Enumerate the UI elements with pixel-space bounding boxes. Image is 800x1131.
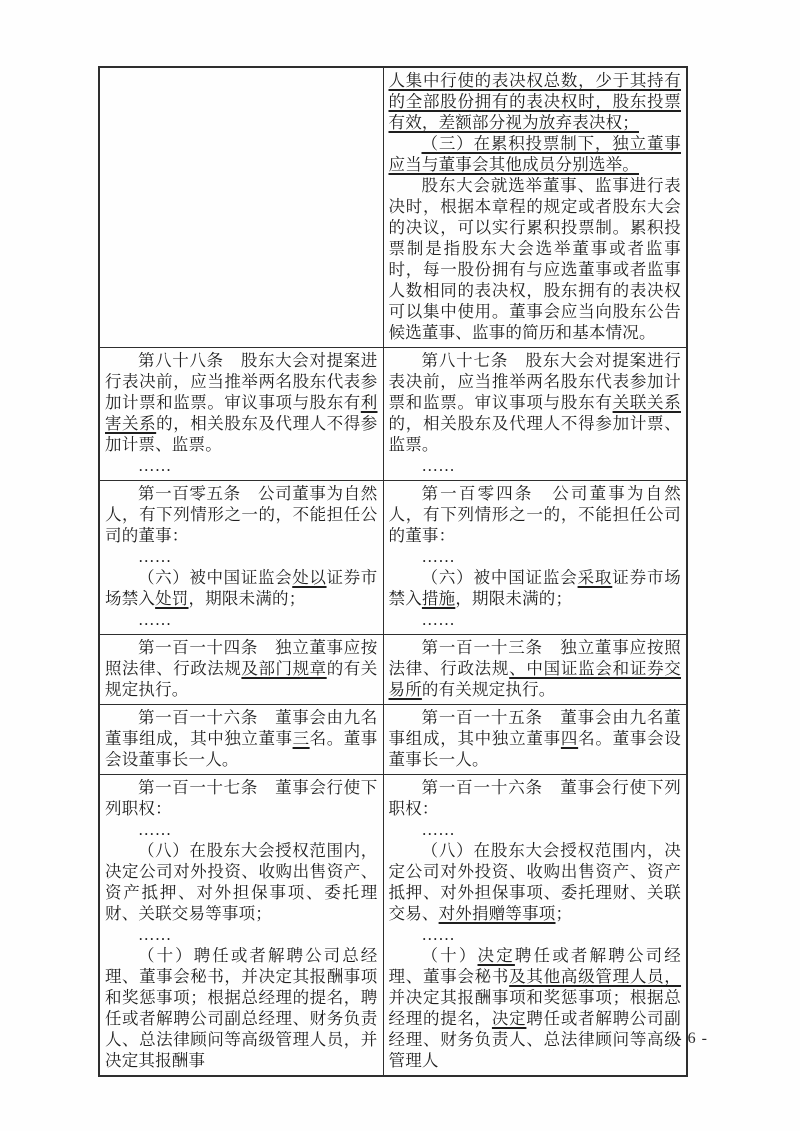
text-segment: 名。董事会设董事长一人。 — [105, 729, 378, 769]
paragraph — [105, 819, 378, 840]
underlined-text-segment: 人集中行使的表决权总数，少于其持有的全部股份拥有的表决权时，股东投票有效，差额部分视为放弃表决权； — [388, 71, 681, 132]
underlined-text-segment: 措施 — [421, 589, 456, 608]
table-row — [99, 705, 687, 775]
text-segment: …… — [138, 456, 172, 475]
underlined-text-segment: 处罚 — [155, 589, 189, 608]
table-cell-left — [99, 775, 383, 1077]
underlined-text-segment: （三）在累积投票制下，独立董事应当与董事会其他成员分别选举。 — [388, 134, 681, 174]
paragraph — [389, 70, 682, 133]
paragraph — [389, 546, 682, 567]
text-segment: …… — [421, 547, 455, 566]
paragraph — [389, 707, 682, 770]
paragraph — [389, 175, 682, 343]
paragraph — [105, 840, 378, 924]
table-cell-left — [99, 705, 383, 775]
paragraph — [105, 637, 378, 700]
paragraph — [389, 819, 682, 840]
text-segment: …… — [138, 547, 172, 566]
text-segment: ； — [555, 904, 573, 923]
underlined-text-segment: 及其他高级管理人员， — [509, 967, 682, 986]
text-segment: 第八十七条 股东大会对提案进行表决前，应当推举两名股东代表参加计票和监票。审议事项与股东有 — [388, 351, 681, 412]
text-segment: （八）在股东大会授权范围内，决定公司对外投资、收购出售资产、资产抵押、对外担保事项、委托理财、关联交易等事项； — [105, 841, 378, 923]
paragraph — [389, 567, 682, 609]
text-segment: 第八十八条 股东大会对提案进行表决前，应当推举两名股东代表参加计票和监票。审议事项与股东有 — [105, 351, 378, 412]
table-cell-right — [383, 67, 687, 348]
paragraph — [105, 483, 378, 546]
text-segment: 聘任或者解聘公司经理、董事会秘书 — [388, 946, 681, 986]
paragraph — [389, 637, 682, 700]
paragraph — [389, 777, 682, 819]
paragraph — [105, 350, 378, 455]
underlined-text-segment: 三 — [292, 729, 310, 748]
table-cell-right — [383, 775, 687, 1077]
table-cell-right — [383, 481, 687, 635]
text-segment: 股东大会就选举董事、监事进行表决时，根据本章程的规定或者股东大会的决议，可以实行累积投票制。累积投票制是指股东大会选举董事或者监事时，每一股份拥有与应选董事或者监事人数相同的表决权，股东拥有的表决权可以集中使用。董事会应当向股东公告候选董事、监事的简历和基本情况。 — [388, 176, 681, 342]
underlined-text-segment: 决定 — [491, 1009, 527, 1028]
text-segment: ，期限未满的； — [188, 589, 306, 608]
paragraph — [389, 483, 682, 546]
underlined-text-segment: 四 — [560, 729, 579, 748]
text-segment: 第一百零五条 公司董事为自然人，有下列情形之一的，不能担任公司的董事： — [105, 484, 378, 545]
paragraph — [389, 609, 682, 630]
text-segment: 第一百一十四条 独立董事应按照法律、行政法规 — [105, 638, 378, 678]
comparison-table — [98, 66, 688, 1077]
text-segment: 并决定其报酬事项和奖惩事项；根据总经理的提名， — [388, 988, 681, 1028]
paragraph — [105, 924, 378, 945]
page-number: - 6 - — [676, 1030, 708, 1047]
paragraph — [105, 567, 378, 609]
text-segment: …… — [138, 925, 172, 944]
table-row — [99, 775, 687, 1077]
underlined-text-segment: 处以 — [292, 568, 327, 587]
paragraph — [105, 455, 378, 476]
text-segment: 第一百一十六条 董事会由九名董事组成，其中独立董事 — [105, 708, 378, 748]
table-cell-right — [383, 705, 687, 775]
table-cell-right — [383, 635, 687, 705]
paragraph — [105, 945, 378, 1071]
text-segment: 的有关规定执行。 — [105, 659, 378, 699]
paragraph — [389, 455, 682, 476]
table-cell-right — [383, 348, 687, 481]
text-segment: 第一百一十七条 董事会行使下列职权： — [105, 778, 378, 818]
text-segment: （六）被中国证监会 — [138, 568, 293, 587]
text-segment: （十） — [421, 946, 478, 965]
underlined-text-segment: 利害关系 — [105, 393, 378, 433]
paragraph — [105, 707, 378, 770]
text-segment: …… — [421, 925, 455, 944]
table-cell-left — [99, 348, 383, 481]
text-segment: 证券市场禁入 — [388, 568, 681, 608]
table-cell-left — [99, 481, 383, 635]
text-segment: 名。董事会设董事长一人。 — [388, 729, 682, 769]
underlined-text-segment: 及部门规章 — [241, 659, 327, 678]
underlined-text-segment: 采取 — [577, 568, 613, 587]
paragraph — [105, 777, 378, 819]
text-segment: …… — [138, 610, 172, 629]
paragraph — [105, 546, 378, 567]
text-segment: 的有关规定执行。 — [421, 680, 556, 699]
table-row — [99, 481, 687, 635]
text-segment: 第一百零四条 公司董事为自然人，有下列情形之一的，不能担任公司的董事： — [388, 484, 681, 545]
paragraph — [105, 609, 378, 630]
paragraph — [389, 924, 682, 945]
table-row — [99, 67, 687, 348]
text-segment: …… — [421, 456, 455, 475]
text-segment: 的，相关股东及代理人不得参加计票、监票。 — [105, 414, 378, 454]
underlined-text-segment: 对外捐赠等事项 — [438, 904, 556, 923]
paragraph — [389, 133, 682, 175]
table-row — [99, 348, 687, 481]
paragraph — [389, 350, 682, 455]
underlined-text-segment: 关联关系 — [612, 393, 681, 412]
text-segment: （八）在股东大会授权范围内，决定公司对外投资、收购出售资产、资产抵押、对外担保事项、委托理财、关联交易、 — [388, 841, 681, 923]
text-segment: 第一百一十六条 董事会行使下列职权： — [388, 778, 681, 818]
text-segment: 证券市场禁入 — [105, 568, 378, 608]
text-segment: …… — [138, 820, 172, 839]
table-cell-left — [99, 635, 383, 705]
paragraph — [389, 840, 682, 924]
text-segment: ，期限未满的； — [455, 589, 573, 608]
text-segment: …… — [421, 820, 455, 839]
text-segment: 第一百一十五条 董事会由九名董事组成，其中独立董事 — [388, 708, 681, 748]
text-segment: 的，相关股东及代理人不得参加计票、监票。 — [388, 414, 681, 454]
text-segment: （十）聘任或者解聘公司总经理、董事会秘书，并决定其报酬事项和奖惩事项；根据总经理的提名，聘任或者解聘公司副总经理、财务负责人、总法律顾问等高级管理人员，并决定其报酬事 — [105, 946, 378, 1070]
text-segment: （六）被中国证监会 — [421, 568, 578, 587]
text-segment: 聘任或者解聘公司副经理、财务负责人、总法律顾问等高级管理人 — [388, 1009, 681, 1070]
underlined-text-segment: 、中国证监会和证券交易所 — [388, 659, 682, 699]
table-cell-left — [99, 67, 383, 348]
comparison-table-body — [99, 67, 687, 1076]
text-segment: …… — [421, 610, 455, 629]
text-segment: 第一百一十三条 独立董事应按照法律、行政法规 — [388, 638, 681, 678]
paragraph — [389, 945, 682, 1071]
table-row — [99, 635, 687, 705]
underlined-text-segment: 决定 — [477, 946, 515, 965]
